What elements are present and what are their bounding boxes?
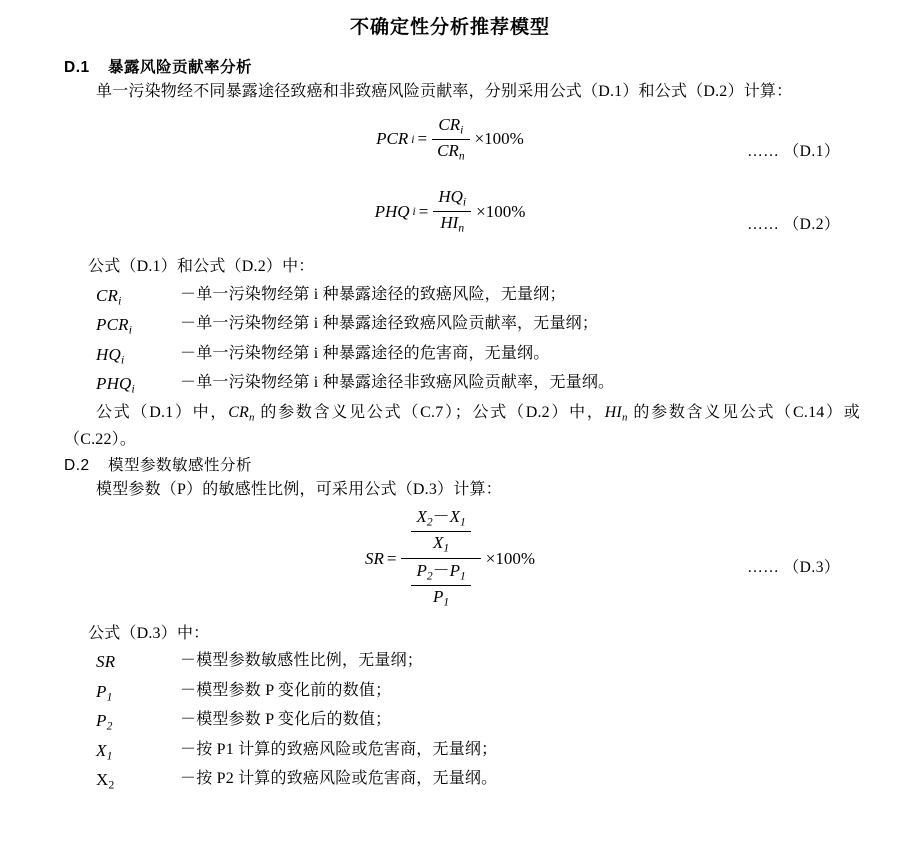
document-page [0, 12, 900, 853]
formula-d2-factor: ×100% [476, 201, 526, 221]
definition-text: －按 P1 计算的致癌风险或危害商，无量纲； [180, 740, 498, 758]
section-d1-definitions [88, 282, 860, 400]
definition-symbol: $HQ_i$ [96, 344, 125, 367]
definition-row [88, 737, 860, 766]
formula-d3-bottom-fraction: $\frac{P_2-P_1}{P_1}$ [411, 561, 470, 610]
formula-d1-lhs: PCR [376, 129, 409, 149]
section-heading-d2 [64, 453, 860, 475]
closing-part-2: 的参数含义见公式（C.7）；公式（D.2）中， [254, 403, 605, 421]
section-number-d2: D.2 [64, 456, 90, 474]
section-d1-closing [64, 400, 860, 453]
definition-text: －单一污染物经第 i 种暴露途径致癌风险贡献率，无量纲； [180, 315, 599, 333]
definition-symbol: $PCR_i$ [96, 315, 133, 338]
definition-text: －模型参数 P 变化前的数值； [180, 681, 392, 699]
section-d1-intro: 单一污染物经不同暴露途径致癌和非致癌风险贡献率，分别采用公式（D.1）和公式（D.2）计算： [96, 83, 793, 100]
formula-d3-bottom-fraction-wrap [401, 560, 480, 611]
definition-row [88, 678, 860, 707]
fraction-bar [433, 211, 471, 212]
closing-var-1: CR [228, 403, 250, 421]
definition-row [88, 707, 860, 736]
section-heading-d1 [64, 55, 860, 77]
formula-d3-top-fraction-wrap [401, 506, 480, 557]
definition-row [88, 648, 860, 677]
closing-var-2-sub: n [621, 411, 628, 424]
x1-symbol: X [449, 507, 460, 527]
definition-text: －单一污染物经第 i 种暴露途径的危害商，无量纲。 [180, 344, 550, 362]
formula-d1-fraction [432, 115, 470, 164]
formula-d3-lhs: SR [364, 548, 384, 568]
definition-text: －按 P2 计算的致癌风险或危害商，无量纲。 [180, 770, 498, 788]
formula-d2-denom: HI [440, 213, 459, 233]
section-d2-intro: 模型参数（P）的敏感性比例，可采用公式（D.3）计算： [96, 480, 502, 498]
definition-symbol: $CR_i$ [96, 285, 122, 308]
definition-symbol: SR [96, 652, 116, 672]
formula-d1-numer-sub: i [460, 123, 464, 137]
definition-text: －模型参数敏感性比例，无量纲； [180, 652, 424, 670]
formula-d2-body: PHQ i = $\frac{HQ_i}{HI_n}$ ×100% [374, 187, 526, 235]
definition-symbol: $P_2$ [96, 711, 113, 733]
formula-d2 [40, 187, 860, 236]
definition-text: －模型参数 P 变化后的数值； [180, 711, 392, 729]
formula-d1-body: PCR i = $\frac{CR_i}{CR_n}$ ×100% [376, 114, 524, 163]
main-fraction-bar [401, 558, 480, 559]
formula-d2-denom-sub: n [458, 221, 465, 235]
section-d2-where-line: 公式（D.3）中： [88, 624, 210, 642]
section-d2-definitions [88, 648, 860, 795]
definition-symbol: $X_1$ [96, 740, 113, 763]
formula-d2-fraction [433, 187, 471, 236]
section-d1-where-line: 公式（D.1）和公式（D.2）中： [88, 258, 315, 276]
fraction-bar [411, 531, 470, 532]
formula-d3-body: SR = $\frac{X_2-X_1}{X_1}$ $\frac{P_2-P_1}{P_1}$ ×100% [40, 506, 860, 610]
formula-d2-numer: HQ [438, 187, 463, 207]
formula-d3-factor: ×100% [485, 548, 536, 568]
formula-d1-denom: CR [437, 140, 459, 160]
closing-var-1-sub: n [249, 411, 255, 424]
formula-d3-outer-fraction [401, 506, 480, 610]
p1-symbol: P [449, 561, 460, 581]
fraction-bar [411, 585, 470, 586]
definition-text: －单一污染物经第 i 种暴露途径的致癌风险，无量纲； [180, 285, 566, 303]
formula-d3 [40, 506, 860, 610]
definition-text: －单一污染物经第 i 种暴露途径非致癌风险贡献率，无量纲。 [180, 374, 615, 392]
definition-symbol: $PHQ_i$ [96, 374, 135, 396]
p2-symbol: P [416, 561, 427, 581]
section-number-d1: D.1 [64, 59, 90, 76]
definition-row [88, 341, 860, 370]
closing-var-2: HI [604, 403, 622, 421]
formula-d2-lhs-sub: i [412, 205, 416, 219]
formula-d1-lhs-sub: i [411, 132, 415, 146]
formula-d2-tag: …… （D.2） [747, 216, 840, 234]
formula-d3-tag: …… （D.3） [747, 558, 840, 576]
fraction-bar [432, 139, 470, 140]
definition-symbol: $P_1$ [96, 681, 113, 704]
closing-part-1: 公式（D.1）中， [96, 403, 229, 421]
closing-part-3: 的参数含义见公式（C.14）或（C.22）。 [64, 403, 861, 448]
section-title-d1: 暴露风险贡献率分析 [108, 59, 253, 76]
page-title: 不确定性分析推荐模型 [349, 17, 550, 38]
definition-row [88, 766, 860, 795]
formula-d1-denom-sub: n [458, 149, 465, 163]
formula-d1-tag: …… （D.1） [747, 143, 840, 161]
definition-symbol: $X_2$ [96, 770, 115, 792]
definition-row [88, 311, 860, 340]
formula-d1-factor: ×100% [474, 129, 524, 149]
formula-d2-numer-sub: i [462, 196, 467, 210]
formula-d1-numer: CR [438, 114, 461, 134]
formula-d1 [40, 115, 860, 164]
definition-row [88, 282, 860, 311]
section-title-d2: 模型参数敏感性分析 [108, 456, 253, 474]
definition-row [88, 370, 860, 399]
x2-symbol: X [416, 507, 427, 527]
formula-d3-top-fraction: $\frac{X_2-X_1}{X_1}$ [411, 507, 470, 556]
formula-d2-lhs: PHQ [374, 201, 410, 221]
